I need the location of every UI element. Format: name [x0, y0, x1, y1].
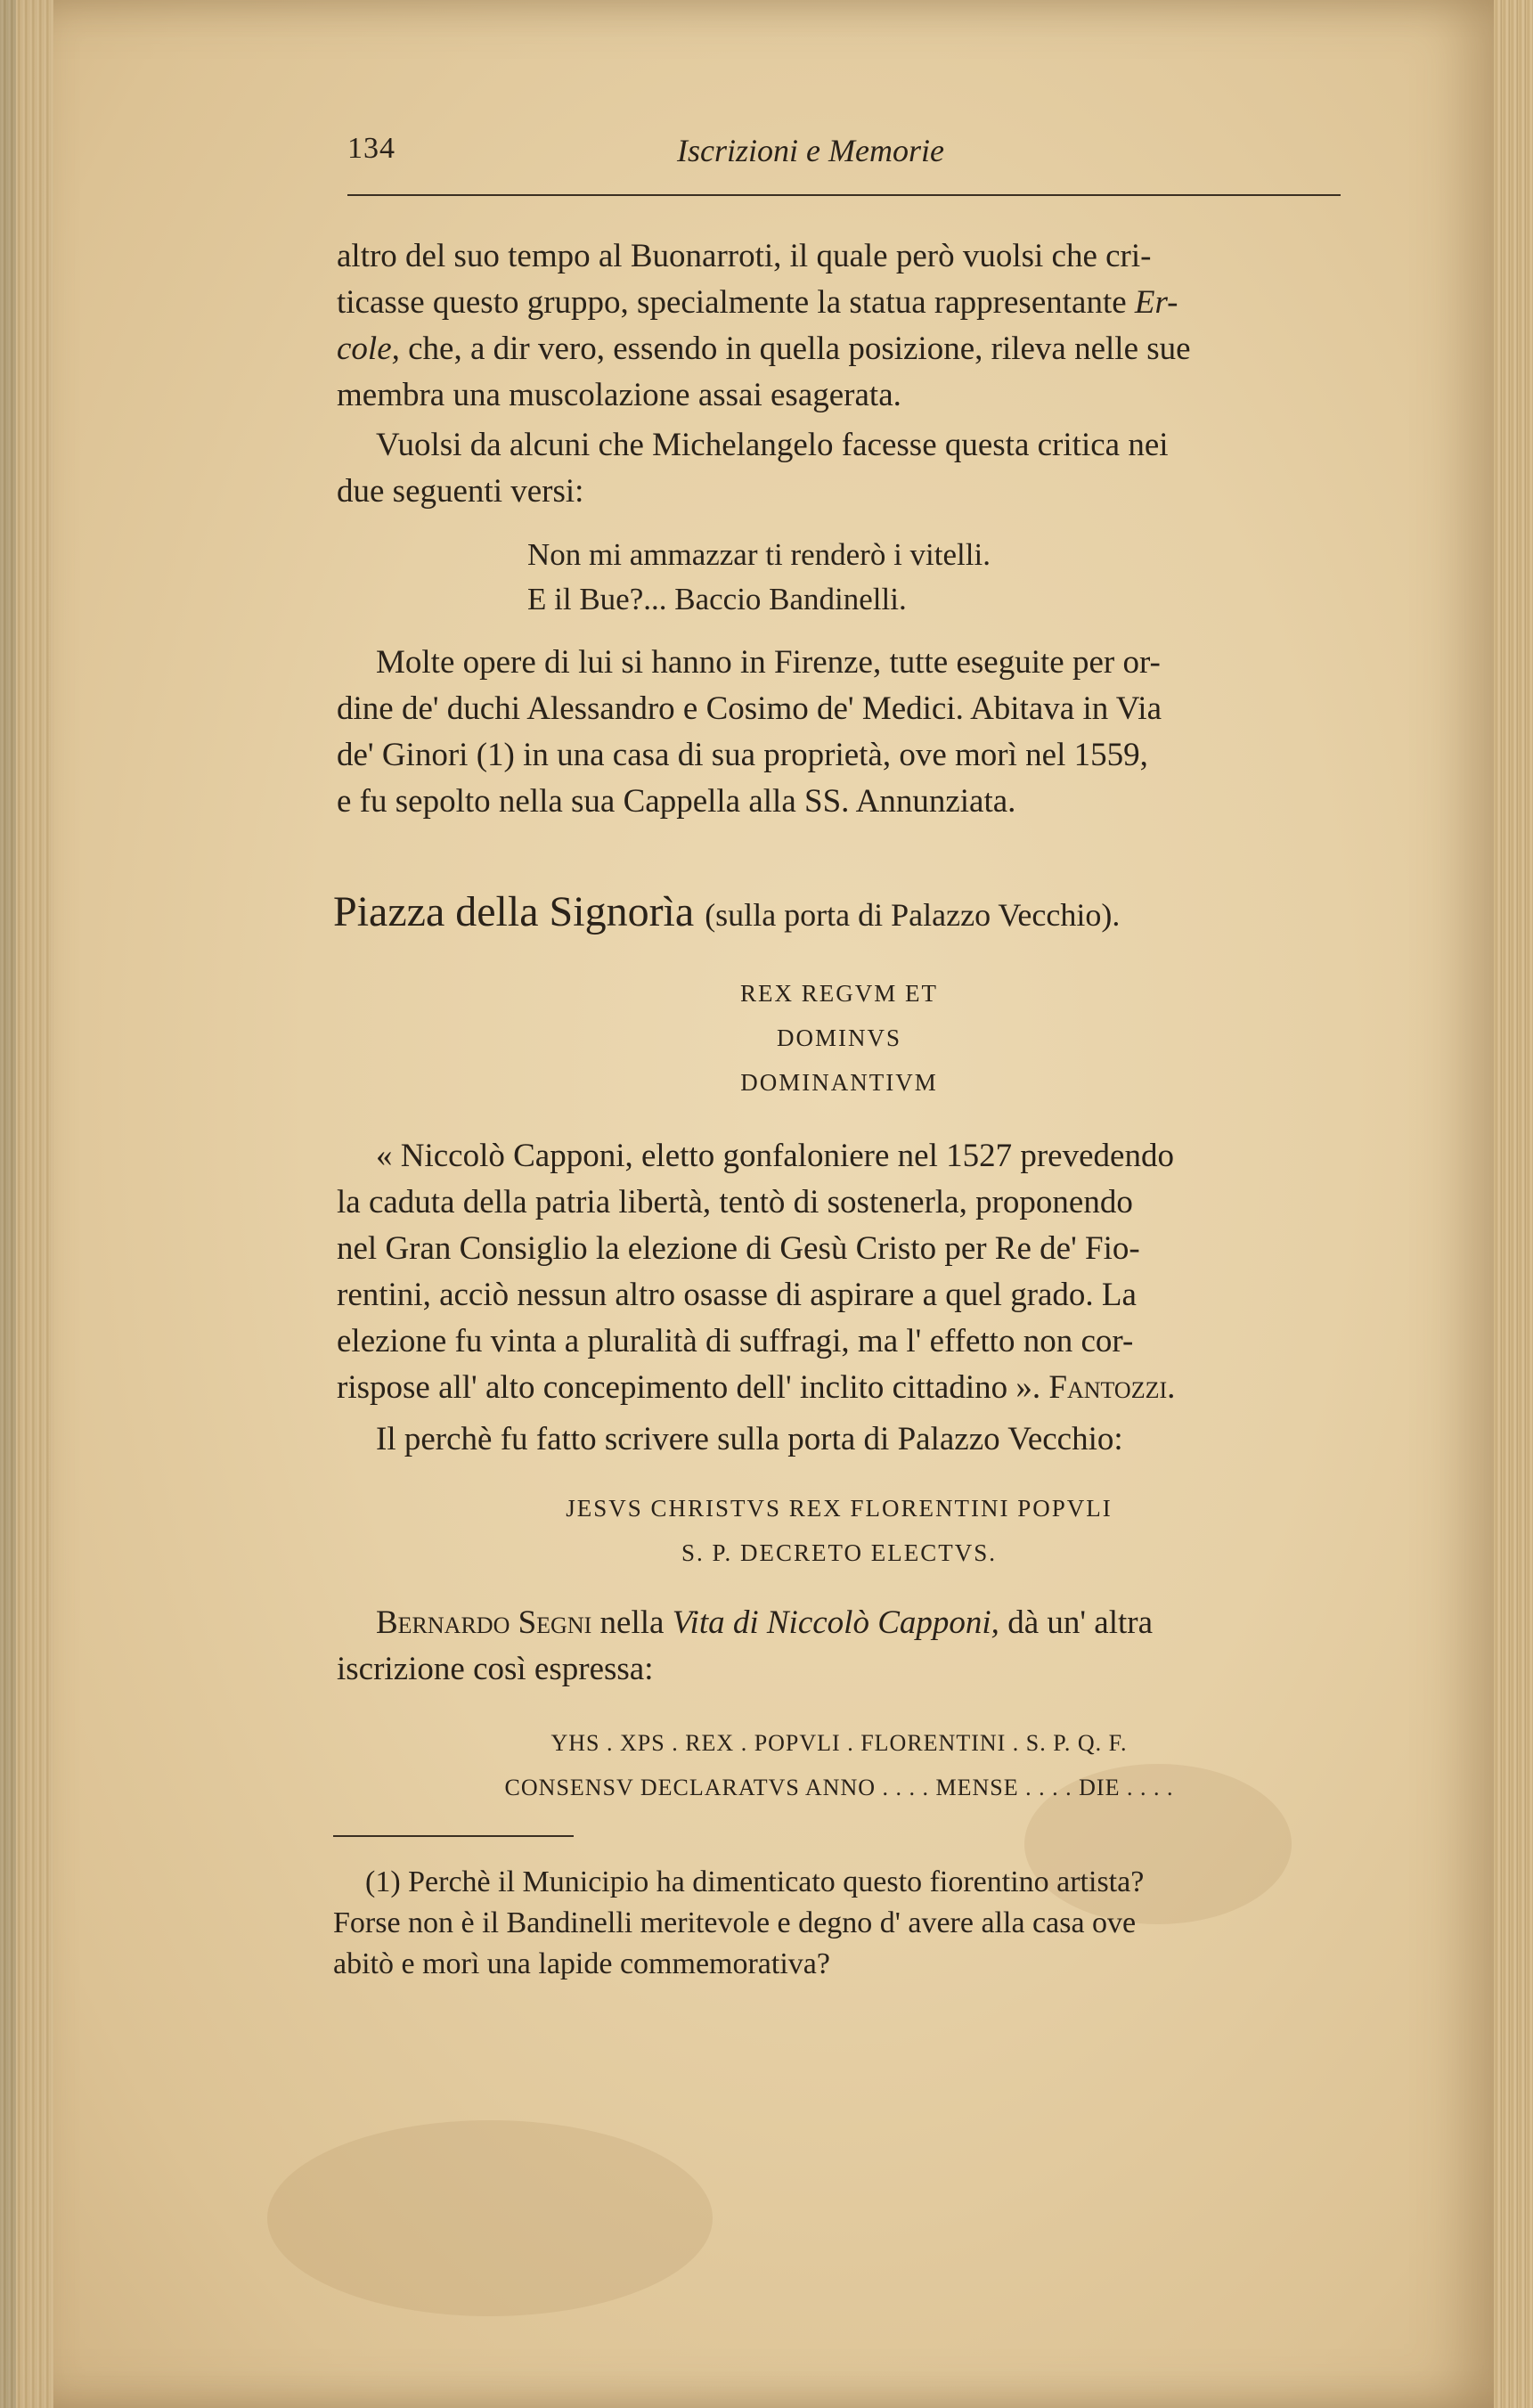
section-heading [333, 887, 1120, 936]
paragraph-3 [337, 640, 1341, 825]
paragraph-1 [337, 233, 1341, 419]
footnote-line: abitò e morì una lapide commemorativa? [333, 1947, 830, 1980]
text-line [337, 1600, 1341, 1646]
section-subtitle: (sulla porta di Palazzo Vecchio). [705, 897, 1121, 933]
text-line: nel Gran Consiglio la elezione di Gesù Cristo per Re de' Fio- [337, 1230, 1140, 1267]
text-line: iscrizione così espressa: [337, 1651, 654, 1687]
inscription-yhs-xps [337, 1721, 1341, 1810]
text-span: che, a dir vero, essendo in quella posizione, rileva nelle sue [399, 331, 1191, 367]
text-line: « Niccolò Capponi, eletto gonfaloniere nel 1527 prevedendo [376, 1138, 1174, 1174]
inscription-line: DOMINANTIVM [740, 1069, 938, 1096]
text-line [337, 1365, 1341, 1411]
page-number: 134 [347, 132, 395, 165]
inscription-line: CONSENSV DECLARATVS ANNO . . . . MENSE . . . . DIE . . . . [504, 1775, 1174, 1800]
verse-line: Non mi ammazzar ti renderò i vitelli. [527, 537, 991, 572]
verse [527, 533, 991, 622]
page-stack-left [0, 0, 53, 2408]
inscription-jesus-christus [337, 1486, 1341, 1575]
footnote-line: (1) Perchè il Municipio ha dimenticato questo fiorentino artista? [365, 1865, 1145, 1898]
text-line: Il perchè fu fatto scrivere sulla porta di Palazzo Vecchio: [376, 1421, 1123, 1457]
page-header [347, 132, 1341, 196]
paragraph-5 [337, 1416, 1341, 1463]
inscription-line: JESVS CHRISTVS REX FLORENTINI POPVLI [566, 1495, 1113, 1522]
footnote [333, 1862, 1331, 1985]
text-line: dine de' duchi Alessandro e Cosimo de' Medici. Abitava in Via [337, 690, 1162, 727]
italic-span: Vita di Niccolò Capponi, [672, 1604, 999, 1641]
running-title: Iscrizioni e Memorie [677, 133, 944, 168]
paragraph-4 [337, 1133, 1341, 1411]
section-title: Piazza della Signorìa [333, 888, 695, 935]
paper-stain [267, 2120, 713, 2316]
inscription-line: S. P. DECRETO ELECTVS. [681, 1539, 998, 1566]
text-line: Vuolsi da alcuni che Michelangelo facesse questa critica nei [376, 427, 1169, 463]
text-line: membra una muscolazione assai esagerata. [337, 377, 901, 413]
text-line: de' Ginori (1) in una casa di sua proprietà, ove morì nel 1559, [337, 737, 1148, 773]
paragraph-6 [337, 1600, 1341, 1693]
text-line: altro del suo tempo al Buonarroti, il quale però vuolsi che cri- [337, 238, 1152, 274]
page-stack-right [1494, 0, 1533, 2408]
author-small-caps: Fantozzi. [1048, 1369, 1176, 1406]
text-line: la caduta della patria libertà, tentò di sostenerla, proponendo [337, 1184, 1133, 1220]
text-line: Molte opere di lui si hanno in Firenze, tutte eseguite per or- [376, 644, 1161, 681]
text-line [337, 326, 1341, 372]
paragraph-2 [337, 422, 1341, 515]
inscription-line: DOMINVS [776, 1024, 901, 1051]
text-line: rentini, acciò nessun altro osasse di aspirare a quel grado. La [337, 1277, 1137, 1313]
inscription-rex-regum [337, 971, 1341, 1105]
italic-span: cole, [337, 331, 400, 367]
italic-span: Er- [1134, 284, 1178, 321]
footnote-line: Forse non è il Bandinelli meritevole e degno d' avere alla casa ove [333, 1906, 1137, 1939]
footnote-rule [333, 1835, 574, 1837]
text-span: rispose all' alto concepimento dell' inclito cittadino ». [337, 1369, 1049, 1406]
text-line: due seguenti versi: [337, 473, 584, 510]
text-line [337, 280, 1341, 326]
author-small-caps: Bernardo Segni [376, 1604, 592, 1641]
text-line: elezione fu vinta a pluralità di suffragi, ma l' effetto non cor- [337, 1323, 1134, 1359]
text-span: ticasse questo gruppo, specialmente la statua rappresentante [337, 284, 1135, 321]
inscription-line: REX REGVM ET [740, 980, 938, 1007]
inscription-line: YHS . XPS . REX . POPVLI . FLORENTINI . S. P. Q. F. [550, 1730, 1128, 1756]
text-line: e fu sepolto nella sua Cappella alla SS. Annunziata. [337, 783, 1016, 820]
text-span: dà un' altra [999, 1604, 1154, 1641]
text-span: nella [591, 1604, 673, 1641]
verse-line: E il Bue?... Baccio Bandinelli. [527, 582, 907, 616]
